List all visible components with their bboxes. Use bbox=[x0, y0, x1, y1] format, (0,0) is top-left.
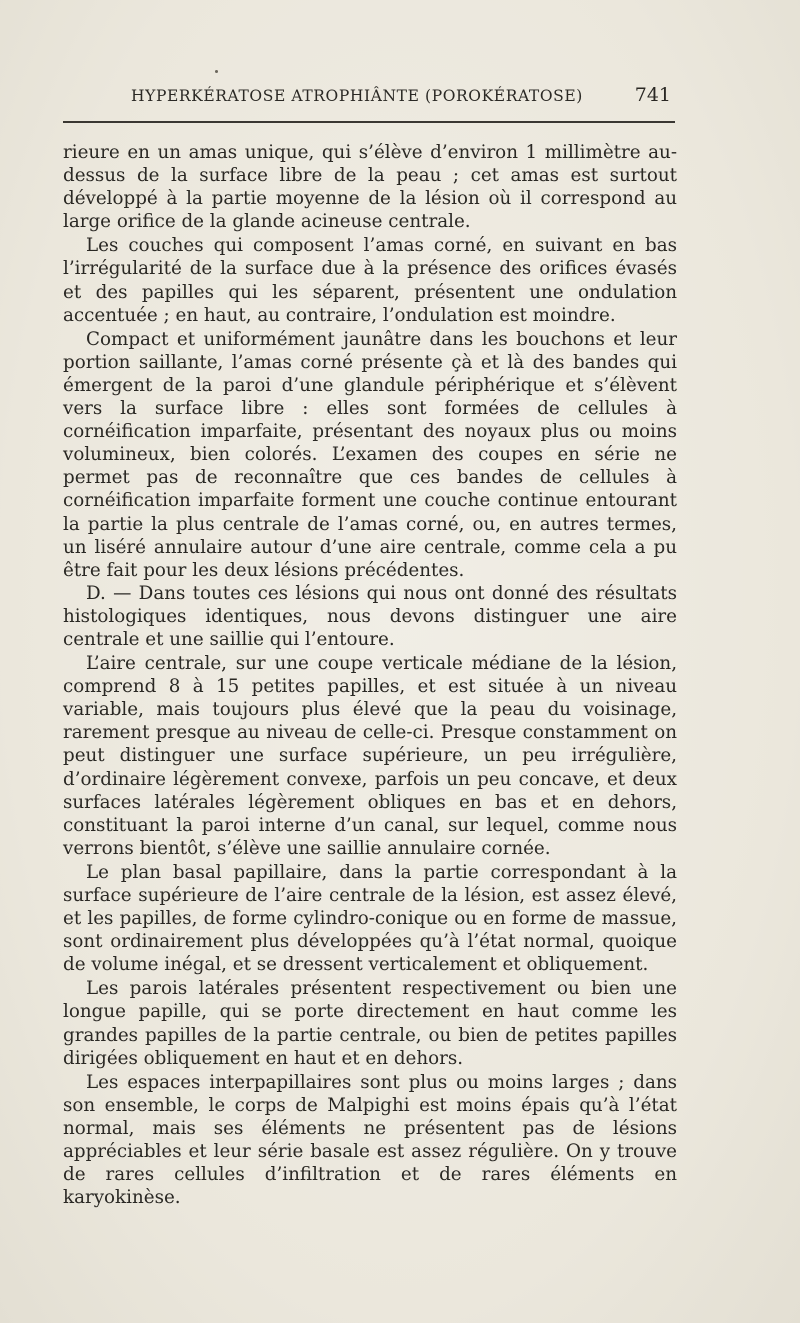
paragraph-3: Compact et uniformément jaunâtre dans les bouchons et leur portion saillante, l’amas corné présente çà et là des bandes qui émergent de la paroi d’une glandule périphérique et s’élèvent vers la surface libre : elles sont formées de cellules à cornéification imparfaite, présentant des noyaux plus ou moins volumineux, bien colorés. L’examen des coupes en série ne permet pas de reconnaître que ces bandes de cellules à cornéification imparfaite forment une couche continue entourant la partie la plus centrale de l’amas corné, ou, en autres termes, un liséré annulaire autour d’une aire centrale, comme cela a pu être fait pour les deux lésions précédentes. bbox=[63, 328, 677, 581]
page-header bbox=[131, 84, 671, 108]
paragraph-8: Les espaces interpapillaires sont plus ou moins larges ; dans son ensemble, le corps de Malpighi est moins épais qu’à l’état normal, mais ses éléments ne présentent pas de lésions appréciables et leur série basale est assez régulière. On y trouve de rares cellules d’infiltration et de rares éléments en karyokinèse. bbox=[63, 1071, 677, 1209]
body-text bbox=[63, 141, 677, 1209]
paragraph-6: Le plan basal papillaire, dans la partie correspondant à la surface supérieure de l’aire centrale de la lésion, est assez élevé, et les papilles, de forme cylindro-conique ou en forme de massue, sont ordinairement plus développées qu’à l’état normal, quoique de volume inégal, et se dressent verticalement et obliquement. bbox=[63, 861, 677, 976]
running-title: HYPERKÉRATOSE ATROPHIÂNTE (POROKÉRATOSE) bbox=[131, 87, 583, 105]
paragraph-2: Les couches qui composent l’amas corné, en suivant en bas l’irrégularité de la surface due à la présence des orifices évasés et des papilles qui les séparent, présentent une ondulation accentuée ; en haut, au contraire, l’ondulation est moindre. bbox=[63, 235, 677, 326]
ink-speck bbox=[215, 70, 218, 73]
paragraph-1: rieure en un amas unique, qui s’élève d’environ 1 millimètre au-dessus de la surface libre de la peau ; cet amas est surtout développé à la partie moyenne de la lésion où il correspond au large orifice de la glande acineuse centrale. bbox=[63, 142, 677, 233]
paragraph-4: D. — Dans toutes ces lésions qui nous ont donné des résultats histologiques identiques, nous devons distinguer une aire centrale et une saillie qui l’entoure. bbox=[63, 582, 677, 650]
header-rule bbox=[63, 121, 675, 123]
paragraph-7: Les parois latérales présentent respectivement ou bien une longue papille, qui se porte directement en haut comme les grandes papilles de la partie centrale, ou bien de petites papilles dirigées obliquement en haut et en dehors. bbox=[63, 978, 677, 1069]
paragraph-5: L’aire centrale, sur une coupe verticale médiane de la lésion, comprend 8 à 15 petites papilles, et est située à un niveau variable, mais toujours plus élevé que la peau du voisinage, rarement presque au niveau de celle-ci. Presque constamment on peut distinguer une surface supérieure, un peu irrégulière, d’ordinaire légèrement convexe, parfois un peu concave, et deux surfaces latérales légèrement obliques en bas et en dehors, constituant la paroi interne d’un canal, sur lequel, comme nous verrons bientôt, s’élève une saillie annulaire cornée. bbox=[63, 653, 677, 859]
page-number: 741 bbox=[634, 84, 671, 106]
